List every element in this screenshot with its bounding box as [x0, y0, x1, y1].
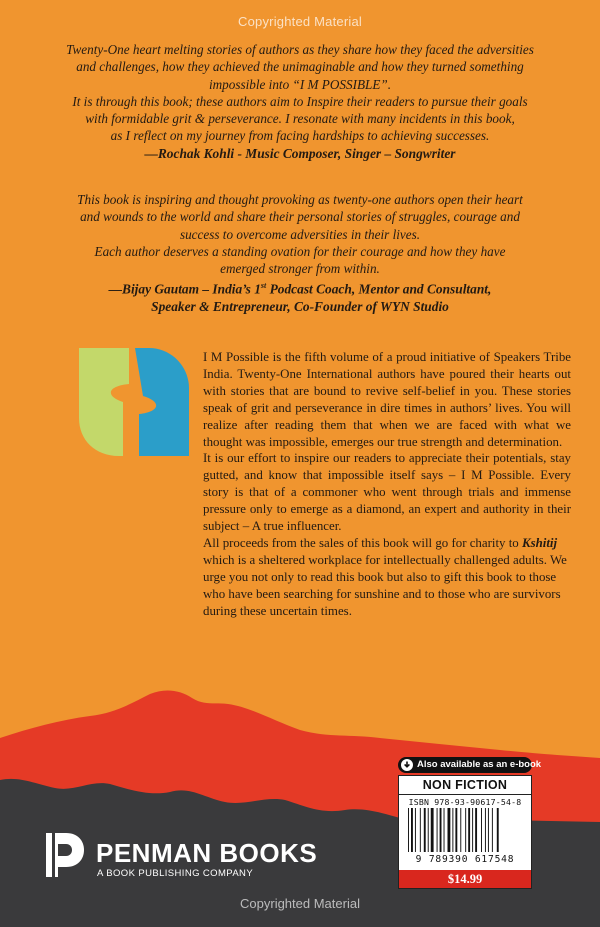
barcode-bar [472, 808, 473, 852]
blurb-paragraph-1: I M Possible is the fifth volume of a proud initiative of Speakers Tribe India. Twenty-One International authors have poured their hearts out with stories that are bound to revive self-belief in you. These stories speak of grit and perseverance in dire times in authors’ lives. You will realize after reading them that when we are faced with what we thought was impossible, emerges our true strength and determination. [203, 350, 571, 449]
testimonial-line: impossible into “I M POSSIBLE”. [208, 76, 392, 92]
barcode-bar [492, 808, 493, 852]
testimonial-credit: —Bijay Gautam – India’s 1st Podcast Coach, Mentor and Consultant, [108, 281, 492, 297]
barcode-bar [455, 808, 457, 852]
barcode-bar [415, 808, 416, 852]
testimonial-credit: —Rochak Kohli - Music Composer, Singer – Songwriter [144, 145, 456, 161]
barcode-number: 9 789390 617548 [415, 854, 515, 865]
barcode-label [398, 775, 532, 889]
testimonial-line: Each author deserves a standing ovation for their courage and how they have [94, 243, 506, 259]
testimonial-line: and wounds to the world and share their personal stories of struggles, courage and [80, 209, 520, 225]
ebook-badge [398, 757, 542, 773]
quote-shape-green [79, 348, 129, 456]
watermark-top: Copyrighted Material [238, 14, 362, 29]
watermark-bottom: Copyrighted Material [240, 896, 360, 911]
charity-name: Kshitij [521, 535, 558, 550]
testimonial-line: emerged stronger from within. [220, 261, 380, 277]
barcode-bar [497, 808, 499, 852]
download-icon [401, 759, 413, 771]
barcode-bar [488, 808, 489, 852]
barcode-bar [424, 808, 426, 852]
barcode-bar [481, 808, 482, 852]
blurb-paragraph-3 [203, 535, 571, 620]
barcode-bars [407, 808, 525, 852]
publisher-name: PENMAN BOOKS [96, 838, 318, 868]
barcode-bar [465, 808, 466, 852]
testimonial-line: as I reflect on my journey from facing hardships to achieving successes. [110, 128, 490, 144]
penman-logo-bar [52, 833, 55, 877]
testimonial-line: with formidable grit & perseverance. I resonate with many incidents in this book, [85, 111, 515, 127]
price-label: $14.99 [399, 870, 531, 888]
barcode-bar [444, 808, 445, 852]
penman-logo-icon [42, 831, 86, 879]
testimonial-credit: Speaker & Entrepreneur, Co-Founder of WYN Studio [151, 299, 449, 315]
barcode-bar [475, 808, 477, 852]
isbn-text: ISBN 978-93-90617-54-8 [408, 797, 522, 807]
publisher-tagline: A BOOK PUBLISHING COMPANY [97, 868, 254, 879]
barcode-bar [440, 808, 442, 852]
testimonial-line: and challenges, how they achieved the unimaginable and how they turned something [76, 59, 524, 75]
testimonial-bijay [32, 191, 568, 316]
barcode-bar [428, 808, 429, 852]
ordinal-suffix: st [260, 281, 267, 291]
barcode-bar [468, 808, 470, 852]
testimonial-line: success to overcome adversities in their lives. [179, 226, 421, 242]
barcode-bar [485, 808, 486, 852]
testimonial-line: Twenty-One heart melting stories of authors as they share how they faced the adversities [66, 42, 534, 57]
barcode-bar [437, 808, 438, 852]
ebook-text: Also available as an e-book [417, 759, 542, 770]
barcode-bar [411, 808, 413, 852]
barcode-bar [448, 808, 451, 852]
blurb-text: which is a sheltered workplace for intellectually challenged adults. We urge you not only to read this book but also to gift this book to those who have been searching for sunshine and to those who are survivors during these uncertain times. [203, 552, 567, 618]
publisher-logo [42, 831, 322, 879]
barcode-bar [420, 808, 421, 852]
barcode-bar [431, 808, 434, 852]
blurb [203, 349, 571, 620]
blurb-text: All proceeds from the sales of this book will go for charity to [203, 535, 522, 550]
penman-logo-outer [46, 833, 84, 877]
genre-label: NON FICTION [399, 776, 531, 795]
barcode-bar [460, 808, 461, 852]
testimonial-rochak [32, 41, 568, 162]
testimonial-line: It is through this book; these authors aim to Inspire their readers to pursue their goals [72, 93, 528, 109]
blurb-paragraph-2: It is our effort to inspire our readers to appreciate their potentials, stay gutted, and know that impossible itself says – I M Possible. Every story is that of a commoner who went through trials and immense pressure only to emerge as a diamond, an expert and authority in their subject – A true influencer. [203, 451, 571, 534]
quote-shapes-icon [79, 348, 189, 458]
barcode-bar [408, 808, 409, 852]
quote-shape-blue [135, 348, 189, 456]
testimonial-line: This book is inspiring and thought provoking as twenty-one authors open their heart [77, 192, 523, 207]
barcode-bar [452, 808, 453, 852]
